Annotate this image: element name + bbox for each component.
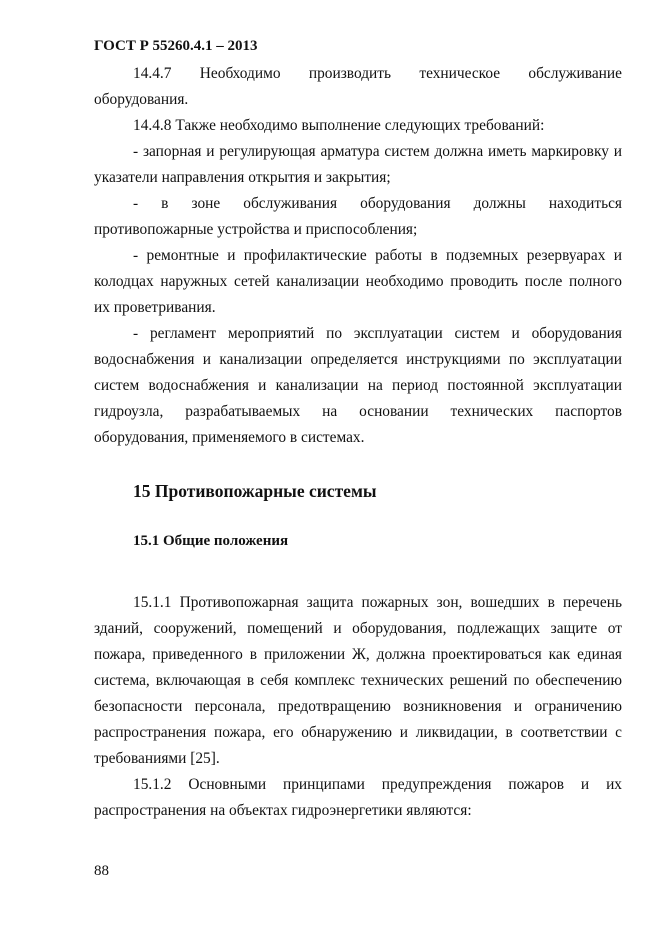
list-item-regulations: - регламент мероприятий по эксплуатации систем и оборудования водоснабжения и канализации определяется инструкциями по эксплуатации систем водоснабжения и канализации на период постоянной эксплуатации гидроузла, разрабатываемых на основании технических паспортов оборудования, применяемого в системах. [94,325,622,446]
list-item-valves: - запорная и регулирующая арматура систем должна иметь маркировку и указатели направления открытия и закрытия; [94,143,622,186]
page-number: 88 [94,863,109,879]
paragraph-14-4-8: 14.4.8 Также необходимо выполнение следующих требований: [133,117,545,134]
spacer [94,554,622,590]
section-title: 15 Противопожарные системы [133,481,377,501]
list-item-fire-devices: - в зоне обслуживания оборудования должны находиться противопожарные устройства и приспособления; [94,195,622,238]
paragraph-14-4-7: 14.4.7 Необходимо производить техническое обслуживание оборудования. [94,65,622,108]
paragraph-15-1-1: 15.1.1 Противопожарная защита пожарных зон, вошедших в перечень зданий, сооружений, помещений и оборудования, подлежащих защите от пожара, приведенного в приложении Ж, должна проектироваться как единая система, включающая в себя комплекс технических решений по обеспечению безопасности персонала, предотвращению возникновения и ограничению распространения пожара, его обнаружению и ликвидации, в соответствии с требованиями [25]. [94,594,622,767]
paragraph-15-1-2: 15.1.2 Основными принципами предупреждения пожаров и их распространения на объектах гидроэнергетики являются: [94,776,622,819]
list-item-repair-works: - ремонтные и профилактические работы в подземных резервуарах и колодцах наружных сетей канализации необходимо проводить после полного их проветривания. [94,247,622,316]
document-header: ГОСТ Р 55260.4.1 – 2013 [94,38,258,54]
subsection-title: 15.1 Общие положения [133,533,289,549]
page-content [94,61,622,824]
